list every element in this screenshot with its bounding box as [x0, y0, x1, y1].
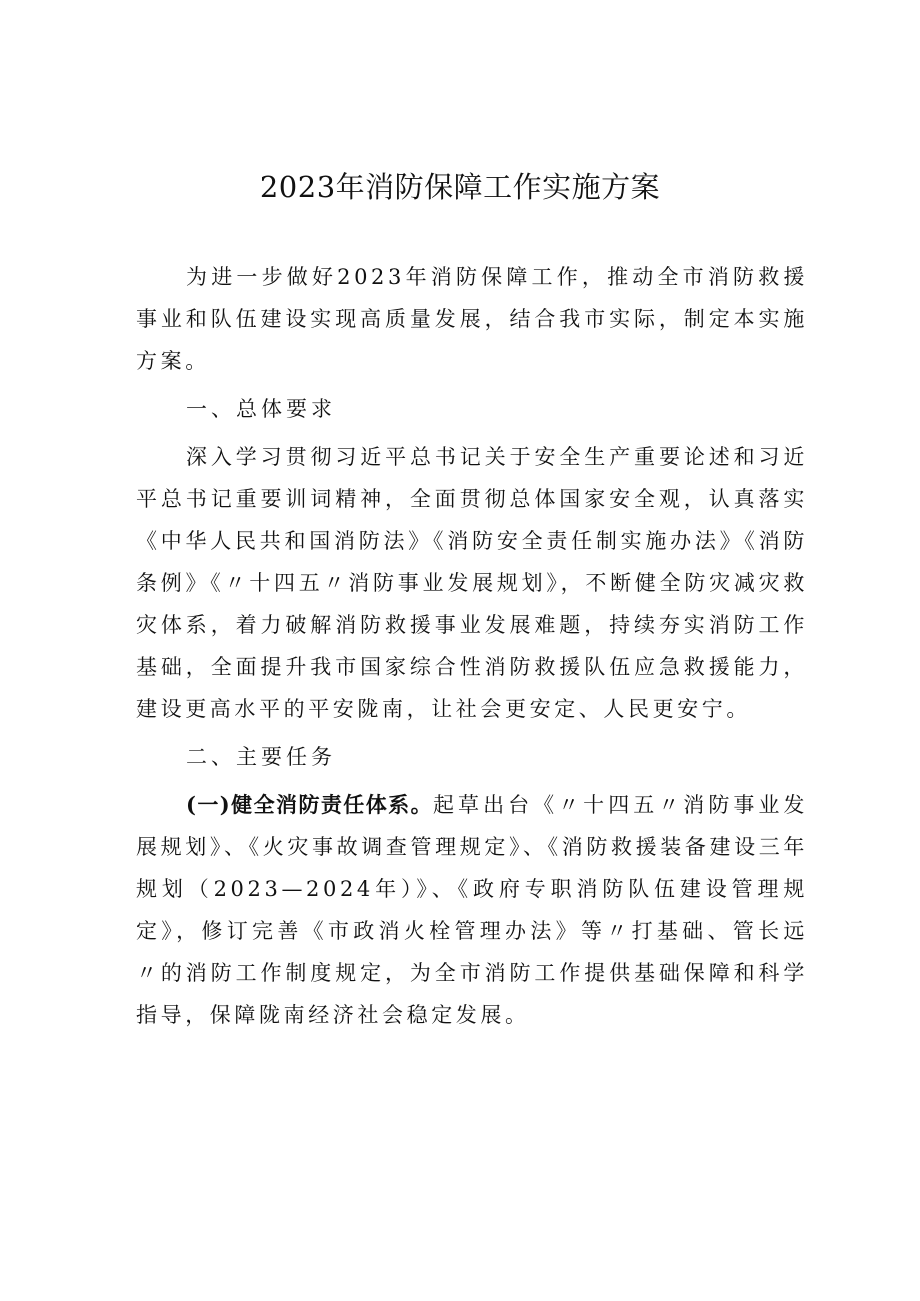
task-1-paragraph	[136, 784, 808, 1036]
overall-requirements-paragraph: 深入学习贯彻习近平总书记关于安全生产重要论述和习近平总书记重要训词精神，全面贯彻总体国家安全观，认真落实《中华人民共和国消防法》《消防安全责任制实施办法》《消防条例》《〃十四五〃消防事业发展规划》，不断健全防灾减灾救灾体系，着力破解消防救援事业发展难题，持续夯实消防工作基础，全面提升我市国家综合性消防救援队伍应急救援能力，建设更高水平的平安陇南，让社会更安定、人民更安宁。	[136, 445, 808, 721]
task-1-body: 起草出台《〃十四五〃消防事业发展规划》、《火灾事故调查管理规定》、《消防救援装备建设三年规划（2023—2024年）》、《政府专职消防队伍建设管理规定》，修订完善《市政消火栓管理办法》等〃打基础、管长远〃的消防工作制度规定，为全市消防工作提供基础保障和科学指导，保障陇南经济社会稳定发展。	[136, 793, 809, 1027]
document-body	[136, 256, 808, 1042]
section-heading-overall-requirements: 一、总体要求	[186, 397, 336, 421]
task-1-lead: (一)健全消防责任体系。	[186, 792, 434, 817]
section-heading-main-tasks: 二、主要任务	[186, 745, 336, 769]
intro-paragraph: 为进一步做好2023年消防保障工作，推动全市消防救援事业和队伍建设实现高质量发展，结合我市实际，制定本实施方案。	[136, 265, 808, 373]
document-title: 2023年消防保障工作实施方案	[259, 170, 661, 204]
